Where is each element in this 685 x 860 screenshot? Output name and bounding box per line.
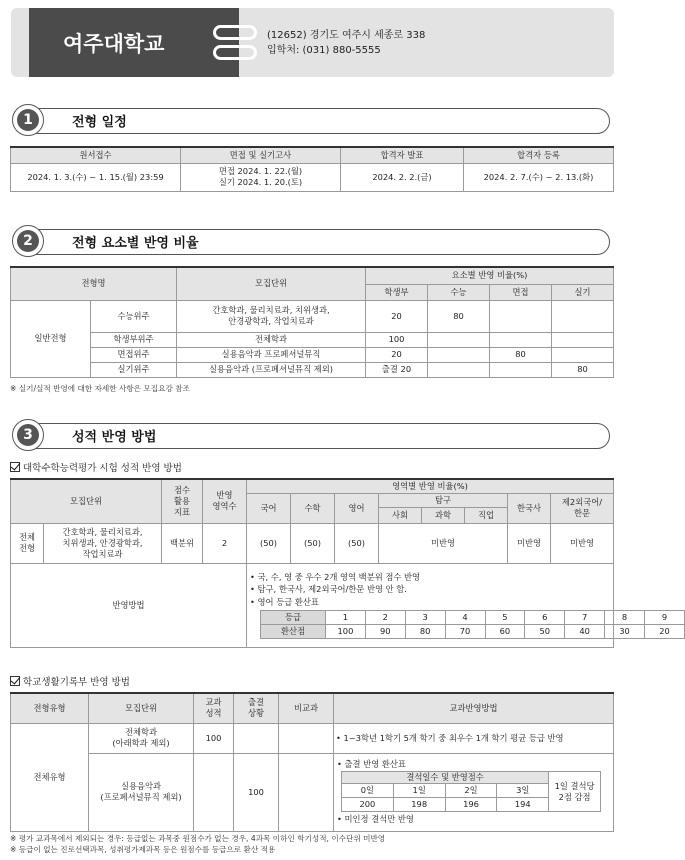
table-row: 전체 전형 간호학과, 물리치료과, 치위생과, 안경광학과, 작업치료과 백분위 2 (50) (50) (50) 미반영 미반영 미반영 bbox=[11, 523, 614, 563]
schedule-header: 합격자 발표 bbox=[341, 147, 464, 163]
section-title: 전형 일정 bbox=[72, 115, 127, 130]
footnote: ※ 평가 교과목에서 제외되는 경우: 등급없는 과목중 원점수가 없는 경우, 4과목 이하인 학기성적, 이수단위 미반영 bbox=[10, 834, 386, 843]
reception-period: 2024. 1. 3.(수) ~ 1. 15.(월) 23:59 bbox=[11, 163, 181, 191]
checkbox-checked-icon bbox=[10, 462, 20, 472]
ratio-table bbox=[10, 266, 614, 378]
english-grade-table: 등급 1 2 3 4 5 6 7 8 9 환산점 100 90 80 70 60 50 40 30 20 bbox=[260, 610, 685, 639]
ratio-col: 수능 bbox=[428, 284, 490, 300]
suneung-heading: 대학수학능력평가 시험 성적 반영 방법 bbox=[10, 460, 182, 474]
register-period: 2024. 2. 7.(수) ~ 2. 13.(화) bbox=[464, 163, 614, 191]
school-phone: 입학처: (031) 880-5555 bbox=[267, 45, 381, 56]
record-type: 전체유형 bbox=[11, 723, 89, 831]
attendance-table: 결석일수 및 반영점수 1일 결석당 2점 감점 0일 1일 2일 3일 200 198 196 194 bbox=[341, 771, 601, 812]
section-title: 성적 반영 방법 bbox=[72, 430, 157, 445]
section-number-badge: 3 bbox=[12, 419, 44, 451]
ratio-header-ratio: 요소별 반영 비율(%) bbox=[366, 267, 614, 284]
ratio-col: 실기 bbox=[552, 284, 614, 300]
school-header bbox=[11, 8, 614, 77]
suneung-header-score-type: 점수 활용 지표 bbox=[162, 479, 203, 523]
section-heading-schedule bbox=[12, 104, 612, 136]
table-row: 일반전형 수능위주 간호학과, 물리치료과, 치위생과, 안경광학과, 작업치료과 20 80 bbox=[11, 300, 614, 332]
section-number-badge: 1 bbox=[12, 104, 44, 136]
announce-date: 2024. 2. 2.(금) bbox=[341, 163, 464, 191]
admission-name: 일반전형 bbox=[11, 300, 91, 377]
suneung-header-count: 반영 영역수 bbox=[203, 479, 247, 523]
table-row bbox=[11, 563, 614, 647]
ratio-col: 면접 bbox=[490, 284, 552, 300]
table-row: 면접위주 실용음악과 프로페셔널뮤직 20 80 bbox=[11, 347, 614, 362]
ratio-col: 학생부 bbox=[366, 284, 428, 300]
record-table: 전형유형 모집단위 교과 성적 출결 상황 비교과 교과반영방법 전체유형 전체학과 (아래학과 제외) 100 • 1~3학년 1학기 5개 학기 중 최우수 1개 학기 평균 등급 반영 실용음악과 (프로페셔널뮤직 제외) 100 • 출결 반영 환산표 결석일수 및 반영점수 1일 결석당 2점 감점 0일 1일 2일 3일 200 198 196 194 • 미인정 결석만 반영 bbox=[10, 692, 614, 832]
section-heading-method bbox=[12, 419, 612, 451]
table-row: 전체유형 전체학과 (아래학과 제외) 100 • 1~3학년 1학기 5개 학기 중 최우수 1개 학기 평균 등급 반영 bbox=[11, 723, 614, 753]
school-address: (12652) 경기도 여주시 세종로 338 bbox=[267, 30, 426, 41]
ratio-header-admission: 전형명 bbox=[11, 267, 177, 300]
table-row: 학생부위주 전체학과 100 bbox=[11, 332, 614, 347]
school-name: 여주대학교 bbox=[63, 32, 165, 56]
footnote: ※ 등급이 없는 진로선택과목, 성취평가제과목 등은 원점수를 등급으로 환산 적용 bbox=[10, 845, 276, 854]
table-row: 실기위주 실용음악과 (프로페셔널뮤직 제외) 출결 20 80 bbox=[11, 362, 614, 377]
method-label: 반영방법 bbox=[11, 563, 247, 647]
binder-ring-icon bbox=[213, 25, 257, 40]
suneung-header-ratio: 영역별 반영 비율(%) bbox=[247, 479, 614, 493]
section-number-badge: 2 bbox=[12, 225, 44, 257]
record-heading: 학교생활기록부 반영 방법 bbox=[10, 674, 130, 688]
ratio-header-unit: 모집단위 bbox=[177, 267, 366, 300]
schedule-header: 합격자 등록 bbox=[464, 147, 614, 163]
ratio-note: ※ 실기/실적 반영에 대한 자세한 사항은 모집요강 참조 bbox=[10, 384, 190, 393]
schedule-header: 면접 및 실기고사 bbox=[181, 147, 341, 163]
checkbox-checked-icon bbox=[10, 676, 20, 686]
schedule-header: 원서접수 bbox=[11, 147, 181, 163]
schedule-table bbox=[10, 146, 614, 192]
table-row: 실용음악과 (프로페셔널뮤직 제외) 100 • 출결 반영 환산표 결석일수 및 반영점수 1일 결석당 2점 감점 0일 1일 2일 3일 200 198 196 194 • 미인정 결석만 반영 bbox=[11, 753, 614, 831]
suneung-table: 모집단위 점수 활용 지표 반영 영역수 영역별 반영 비율(%) 국어 수학 영어 탐구 한국사 제2외국어/ 한문 사회 과학 직업 전체 전형 간호학과, 물리치료과, 치위생과, 안경광학과, 작업치료과 백분위 2 (50) (50) (50) 미반영 미반영 미반영 반영방법 • 국, 수, 영 중 우수 2개 영역 백분위 점수 반영 • 탐구, 한국사, 제2외국어/한문 반영 안 함. • 영어 등급 환산표 등급 1 2 3 4 5 6 7 8 9 환산점 100 90 80 70 60 50 40 30 20 bbox=[10, 478, 614, 648]
section-heading-ratio bbox=[12, 225, 612, 257]
section-title: 전형 요소별 반영 비율 bbox=[72, 236, 199, 251]
binder-ring-icon bbox=[213, 45, 257, 60]
interview-dates: 면접 2024. 1. 22.(월) 실기 2024. 1. 20.(토) bbox=[181, 163, 341, 191]
method-detail: • 국, 수, 영 중 우수 2개 영역 백분위 점수 반영 • 탐구, 한국사, 제2외국어/한문 반영 안 함. • 영어 등급 환산표 등급 1 2 3 4 5 6 7 8 9 환산점 100 90 80 70 60 50 40 30 20 bbox=[247, 563, 614, 647]
suneung-header-unit: 모집단위 bbox=[11, 479, 162, 523]
school-contact bbox=[267, 28, 425, 58]
